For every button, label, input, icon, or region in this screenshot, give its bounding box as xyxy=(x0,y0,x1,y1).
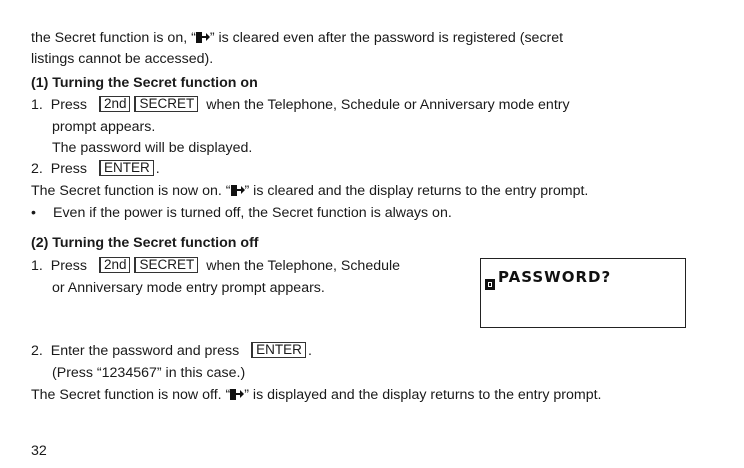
intro-line-2: listings cannot be accessed). xyxy=(31,51,214,67)
secret-mark-icon xyxy=(230,389,244,400)
off-step-1: 1. Press 2nd SECRET when the Telephone, Schedule xyxy=(31,257,401,274)
key-enter: ENTER xyxy=(99,160,154,176)
lcd-display xyxy=(480,258,686,328)
key-secret: SECRET xyxy=(134,257,198,273)
off-result: The Secret function is now off. “ ” is displayed and the display returns to the entry prompt. xyxy=(31,387,602,403)
off-step-1-line-2: or Anniversary mode entry prompt appears. xyxy=(52,280,325,296)
off-step-2: 2. Enter the password and press ENTER . xyxy=(31,342,312,359)
lcd-password-prompt: PASSWORD? xyxy=(498,268,612,286)
page-number: 32 xyxy=(31,443,47,459)
key-secret: SECRET xyxy=(134,96,198,112)
on-result: The Secret function is now on. “ ” is cleared and the display returns to the entry prompt. xyxy=(31,183,589,199)
on-step-1-line-3: The password will be displayed. xyxy=(52,140,253,156)
secret-mark-icon xyxy=(231,185,245,196)
key-2nd: 2nd xyxy=(99,257,131,273)
on-step-1: 1. Press 2nd SECRET when the Telephone, Schedule or Anniversary mode entry xyxy=(31,96,570,113)
lcd-cursor-icon xyxy=(485,279,495,290)
section-on-heading: (1) Turning the Secret function on xyxy=(31,75,258,91)
off-step-2-line-2: (Press “1234567” in this case.) xyxy=(52,365,246,381)
intro-line-1: the Secret function is on, “ ” is cleared even after the password is registered (secret xyxy=(31,30,564,46)
on-step-2: 2. Press ENTER . xyxy=(31,160,160,177)
key-2nd: 2nd xyxy=(99,96,131,112)
bullet-icon: • xyxy=(31,205,36,221)
secret-mark-icon xyxy=(196,32,210,43)
section-off-heading: (2) Turning the Secret function off xyxy=(31,235,259,251)
key-enter: ENTER xyxy=(251,342,306,358)
on-note: • Even if the power is turned off, the Secret function is always on. xyxy=(31,205,452,221)
on-step-1-line-2: prompt appears. xyxy=(52,119,156,135)
